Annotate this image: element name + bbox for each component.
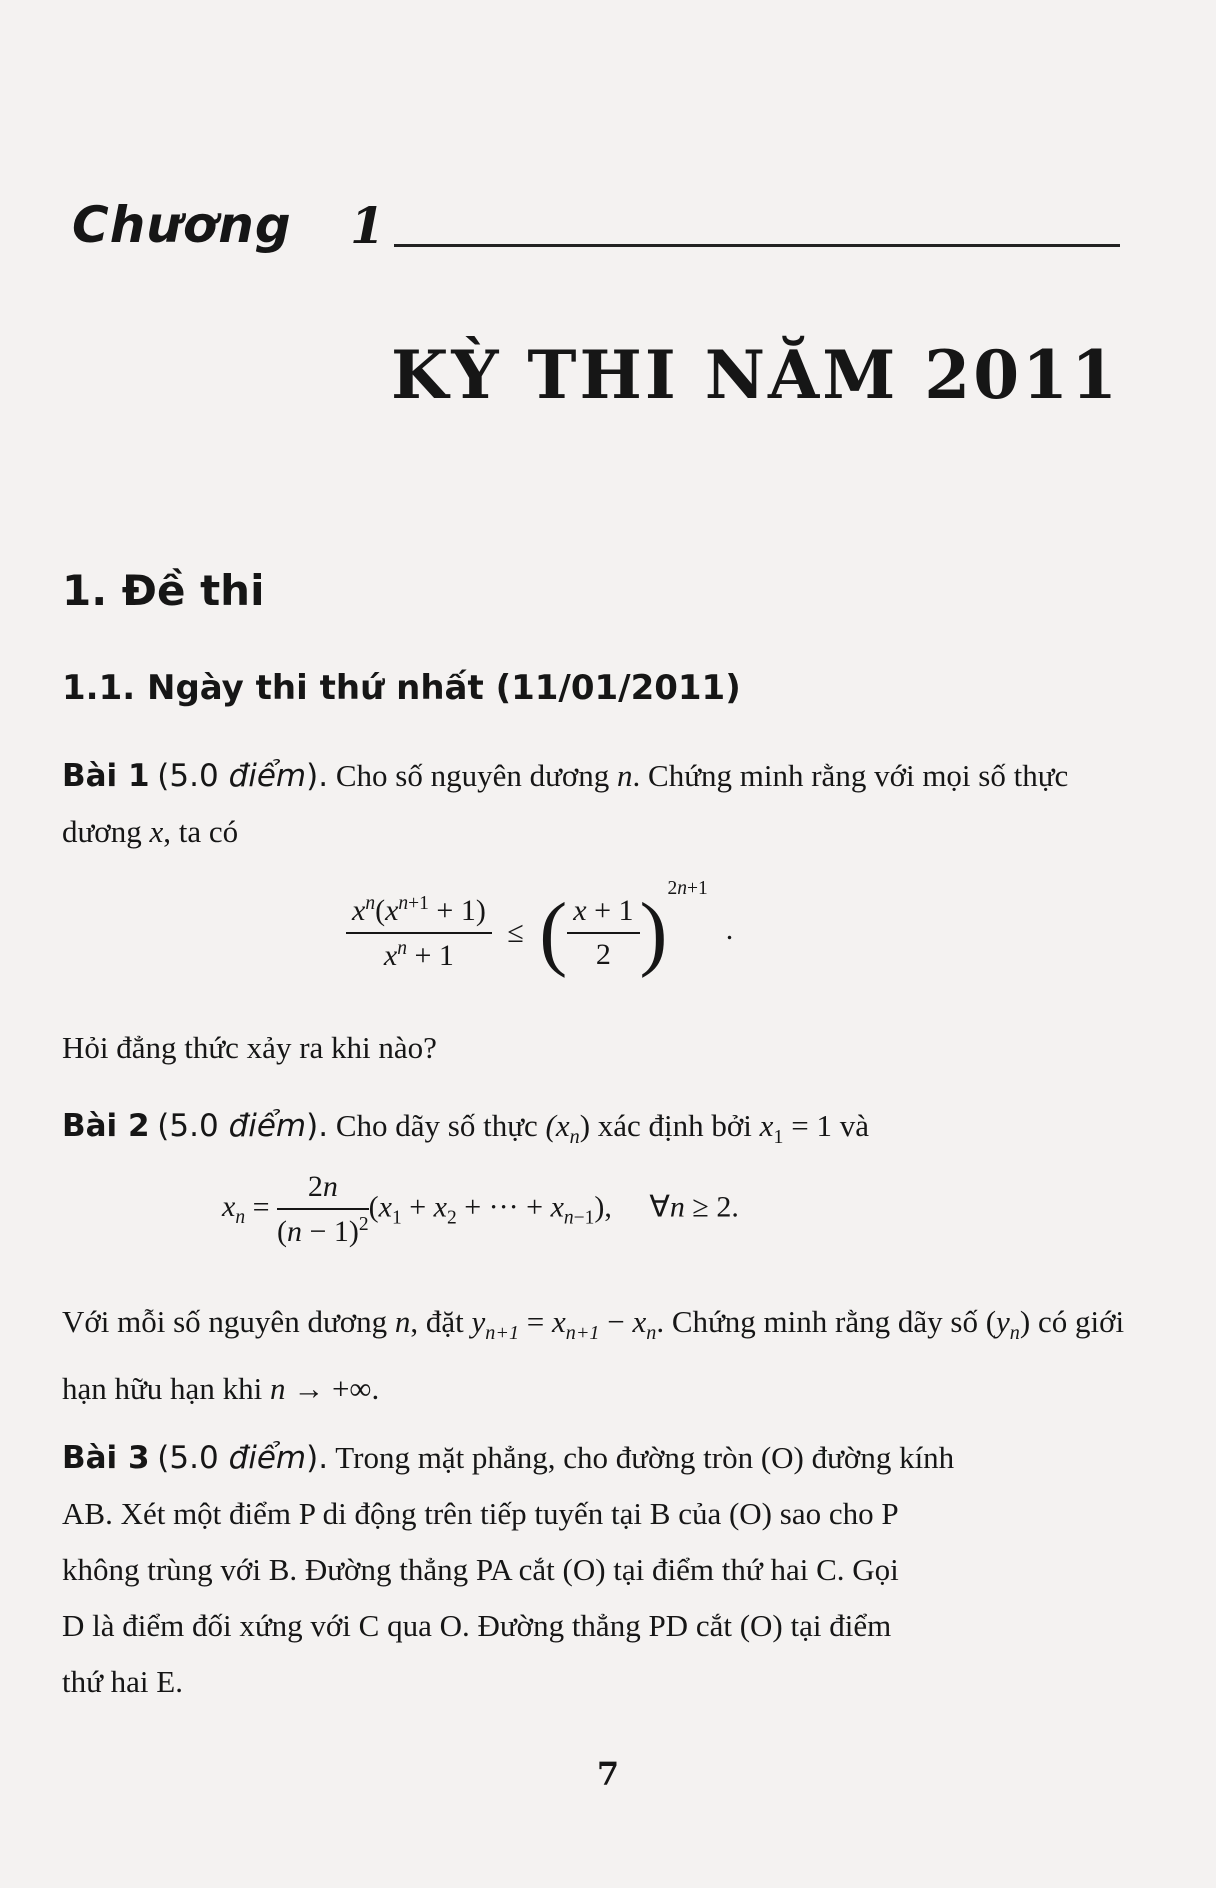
inequality-formula: $\frac{x^n(x^{n+1} + 1)}{x^n + 1}$ ≤ ( $\frac{x + 1}{2}$ )$^{2n+1}$. [346, 884, 733, 981]
problem-2: Bài 2 (5.0 điểm). Cho dãy số thực $(x_n)$ xác định bởi $x_1 = 1$ và [62, 1108, 869, 1149]
problem-points: (5.0 điểm). [157, 758, 329, 794]
problem-2-question: Với mỗi số nguyên dương n, đặt $y_{n+1} = x_{n+1} - x_n$. Chứng minh rằng dãy số $(y_n)$ có giới hạn hữu hạn khi n → +∞. [62, 1304, 1125, 1407]
chapter-title: KỲ THI NĂM 2011 [390, 336, 1120, 414]
problem-points: (5.0 điểm). [157, 1440, 329, 1476]
problem-text: Cho số nguyên dương [335, 758, 610, 793]
chapter-label: Chương [72, 196, 292, 254]
chapter-heading [72, 196, 1122, 256]
problem-label: Bài 3 [62, 1440, 150, 1476]
problem-1: Bài 1 (5.0 điểm). Cho số nguyên dương n. Chứng minh rằng với mọi số thực dương x, ta có [62, 758, 1069, 849]
recurrence-formula: $x_n$ = $\frac{2n}{(n - 1)^2}$ ($x_1 + x_2$ + ··· + $x_{n-1}$), ∀n ≥ 2. [222, 1170, 739, 1248]
problem-3: Bài 3 (5.0 điểm). Trong mặt phẳng, cho đường tròn (O) đường kính AB. Xét một điểm P di động trên tiếp tuyến tại B của (O) sao cho P không trùng với B. Đường thẳng PA cắt (O) tại điểm thứ hai C. Gọi D là điểm đối xứng với C qua O. Đường thẳng PD cắt (O) tại điểm thứ hai E. [62, 1440, 955, 1699]
problem-label: Bài 1 [62, 758, 150, 794]
subsection-title: 1.1. Ngày thi thứ nhất (11/01/2011) [62, 668, 741, 708]
problem-1-question: Hỏi đẳng thức xảy ra khi nào? [62, 1030, 437, 1065]
page-number: 7 [596, 1755, 620, 1793]
problem-label: Bài 2 [62, 1108, 150, 1144]
problem-points: (5.0 điểm). [157, 1108, 329, 1144]
chapter-number: 1 [350, 196, 385, 255]
chapter-rule [394, 244, 1120, 247]
section-title: 1. Đề thi [62, 566, 265, 615]
